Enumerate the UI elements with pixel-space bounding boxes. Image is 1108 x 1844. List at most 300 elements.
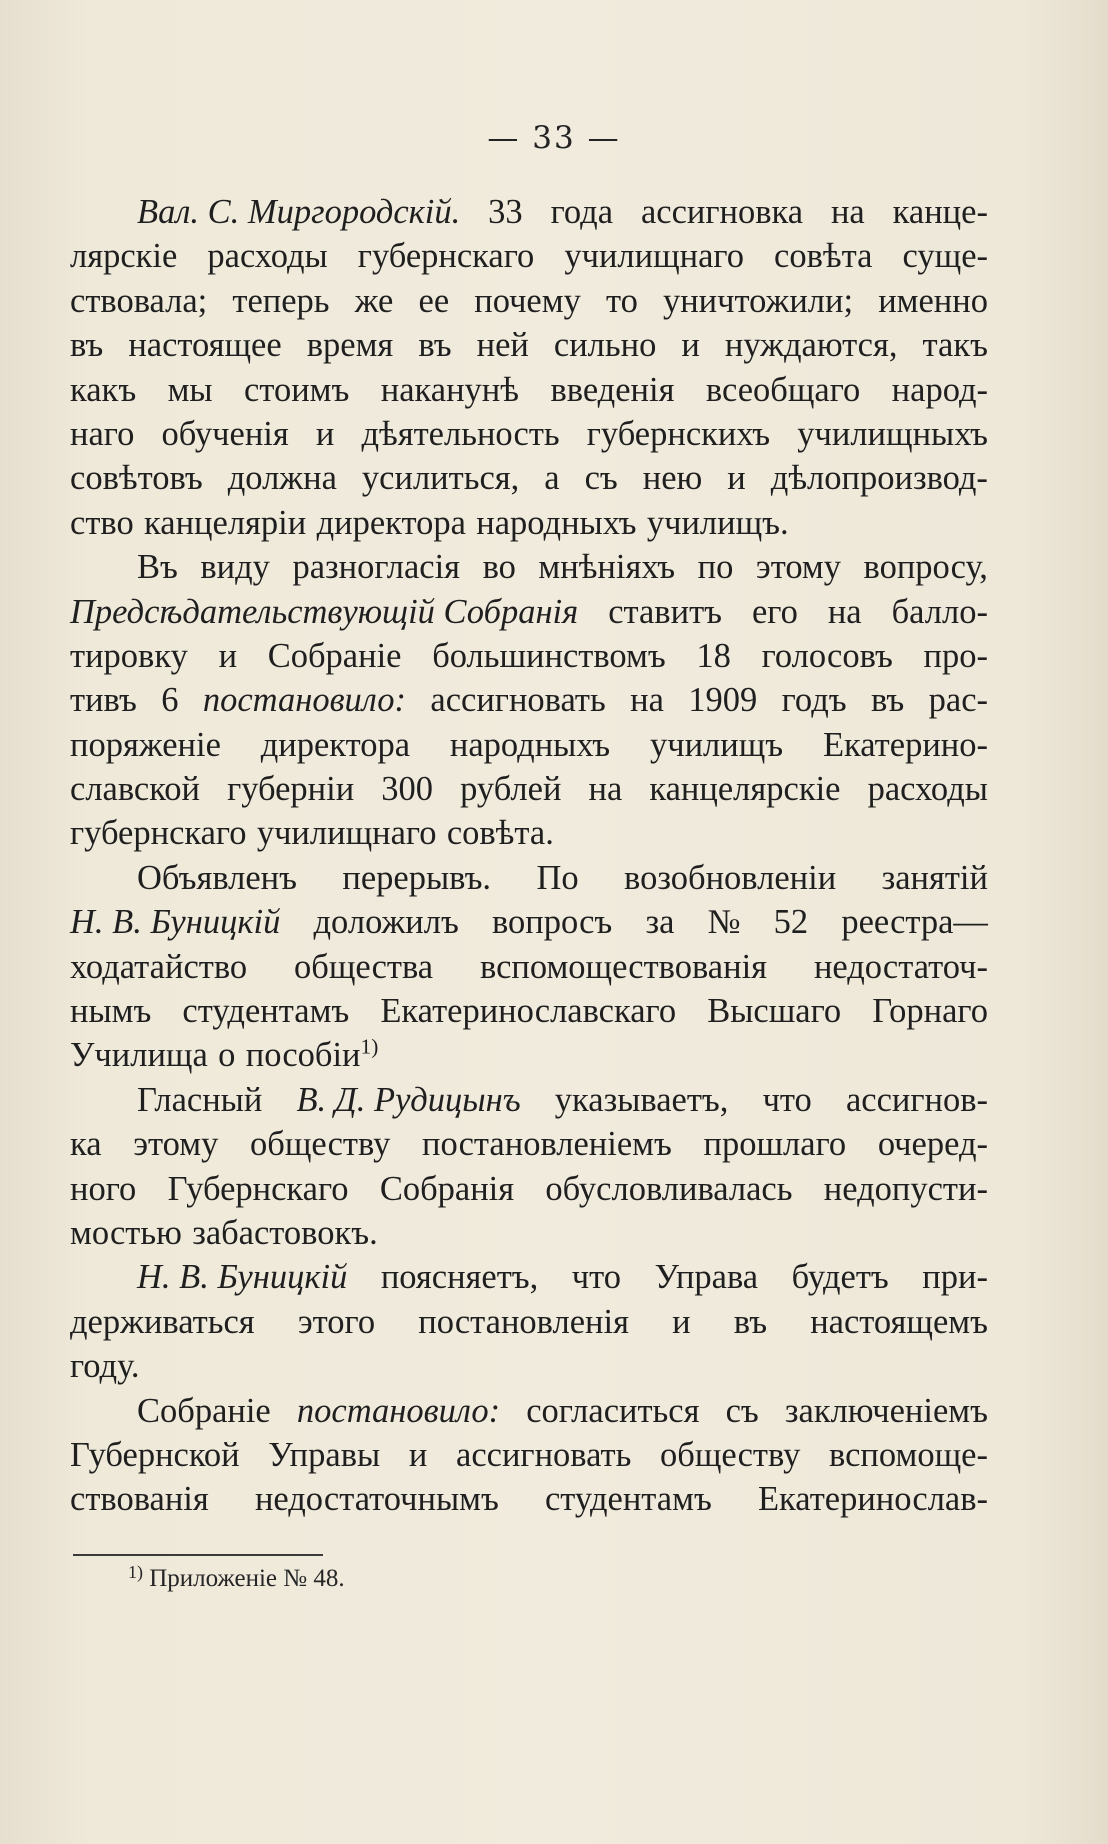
word-text: введенія: [550, 370, 675, 409]
footnote: [128, 1562, 345, 1593]
word: [647, 501, 789, 545]
word: [128, 323, 281, 367]
word: [762, 634, 893, 678]
word: [161, 412, 288, 456]
word-text: ассигновать: [456, 1435, 632, 1474]
text-line: [70, 767, 988, 811]
word: [355, 279, 394, 323]
word: [923, 323, 988, 367]
word: [477, 323, 529, 367]
word-text: ного: [70, 1169, 137, 1208]
word: [922, 1255, 988, 1299]
word: [70, 1033, 208, 1077]
word: [218, 1033, 235, 1077]
page-number: — 33 —: [487, 120, 621, 156]
word-text: недопусти-: [823, 1169, 988, 1208]
word-text: недостаточнымъ: [254, 1480, 499, 1519]
word-text: съ: [584, 459, 618, 498]
word-text: при-: [922, 1258, 988, 1297]
word: [70, 945, 247, 989]
word: [133, 1122, 218, 1166]
text-line: [70, 501, 988, 545]
word: [829, 1433, 988, 1477]
text-line: [70, 1211, 988, 1255]
word: [696, 634, 731, 678]
word: [903, 234, 988, 278]
word: [70, 279, 207, 323]
word: [70, 1122, 102, 1166]
word-text: Объявленъ: [137, 858, 297, 897]
word: [868, 767, 988, 811]
word: [681, 323, 699, 367]
word-text: въ: [418, 326, 452, 365]
word: [70, 1433, 240, 1477]
word-text: губернскаго: [357, 237, 535, 276]
word-text: на: [588, 770, 623, 809]
footnote-text: Приложеніе № 48.: [149, 1565, 345, 1593]
word: [137, 1389, 271, 1433]
word-text: губерніи: [227, 770, 355, 809]
word: [706, 368, 860, 412]
word-text: тивъ: [70, 681, 137, 720]
word: [660, 1433, 800, 1477]
word-text: голосовъ: [761, 636, 893, 675]
word: [688, 678, 757, 722]
text-line: [70, 1167, 988, 1211]
word-text: училищнаго: [256, 814, 437, 853]
word-text: обществу: [660, 1435, 801, 1474]
word: [650, 723, 783, 767]
text-line: [70, 1078, 988, 1122]
word-text: канцелярскіе: [649, 770, 841, 809]
word-text: По: [536, 858, 579, 897]
word-text: В. Д. Рудицынъ: [296, 1080, 521, 1119]
word: [381, 368, 519, 412]
word: [261, 723, 410, 767]
text-line: [70, 1477, 988, 1521]
word: [207, 234, 327, 278]
word-text: тировку: [70, 636, 188, 675]
word: [422, 1122, 672, 1166]
word: [727, 456, 745, 500]
word: [756, 545, 841, 589]
word: [643, 456, 703, 500]
word: [361, 412, 559, 456]
text-line: [70, 900, 988, 944]
word: [70, 368, 136, 412]
word-text: настоящее: [128, 326, 282, 365]
word-text: время: [306, 326, 394, 365]
word: [585, 456, 618, 500]
text-line: [70, 590, 988, 634]
word-text: ассигновать: [430, 681, 606, 720]
word: [450, 723, 610, 767]
word: [381, 1255, 538, 1299]
word: [380, 1167, 514, 1211]
word: [447, 811, 554, 855]
word: [296, 1078, 520, 1122]
word: [545, 1477, 712, 1521]
word-text: вспомоществованія: [480, 947, 768, 986]
text-line: [70, 279, 988, 323]
text-line: [70, 856, 988, 900]
word: [726, 1389, 759, 1433]
word-text: что: [762, 1080, 812, 1119]
word-text: что: [571, 1258, 622, 1297]
word-text: училищнаго: [564, 237, 744, 276]
word: [70, 412, 134, 456]
word: [70, 767, 200, 811]
text-line: [70, 634, 988, 678]
word: [70, 1300, 255, 1344]
word-text: губернскихъ: [586, 414, 771, 453]
word: [460, 767, 561, 811]
word: [246, 1033, 379, 1077]
word: [358, 234, 534, 278]
word: [797, 412, 988, 456]
word: [419, 279, 450, 323]
word-text: и: [315, 414, 335, 453]
word-text: ствованія: [70, 1480, 209, 1519]
footnote-reference: 1): [360, 1034, 379, 1059]
word: [70, 811, 246, 855]
word: [70, 234, 177, 278]
word: [785, 1389, 988, 1433]
word-text: училищныхъ: [797, 414, 988, 453]
word: [846, 1078, 988, 1122]
word-text: народ-: [891, 370, 988, 409]
word: [316, 412, 334, 456]
word: [630, 678, 664, 722]
word: [555, 1078, 729, 1122]
word: [758, 1477, 988, 1521]
word-text: во: [482, 548, 516, 587]
text-line: [70, 456, 988, 500]
word-text: Собраніе: [137, 1391, 271, 1430]
word: [168, 1167, 349, 1211]
word-text: канцеляріи: [144, 503, 307, 542]
word: [704, 1122, 847, 1166]
word: [314, 900, 459, 944]
word-text: директора: [260, 725, 411, 764]
word: [550, 368, 674, 412]
word-text: 18: [696, 636, 731, 675]
word-text: сильно: [553, 326, 657, 365]
word: [70, 678, 137, 722]
word-text: году.: [70, 1347, 140, 1386]
word: [257, 811, 437, 855]
word: [824, 1167, 988, 1211]
word: [474, 279, 581, 323]
word-text: въ: [870, 681, 905, 720]
word: [606, 279, 638, 323]
word-text: Гласный: [137, 1080, 263, 1119]
word-text: студентамъ: [544, 1480, 712, 1519]
word: [250, 1122, 390, 1166]
word: [663, 279, 853, 323]
word-text: Управы: [268, 1435, 381, 1474]
word: [70, 590, 578, 634]
word: [317, 501, 466, 545]
word-text: рублей: [460, 770, 562, 809]
word: [864, 545, 988, 589]
word-text: №: [707, 903, 741, 942]
word: [488, 190, 523, 234]
word-text: реестра—: [841, 903, 988, 942]
word-text: указываетъ,: [554, 1080, 729, 1119]
word: [294, 945, 433, 989]
word: [892, 368, 988, 412]
word-text: согласиться: [526, 1391, 700, 1430]
word-text: такъ: [922, 326, 988, 365]
word-text: этому: [133, 1125, 219, 1164]
word: [587, 412, 770, 456]
word-text: въ: [70, 326, 104, 365]
text-line: [70, 945, 988, 989]
word: [244, 368, 349, 412]
word-text: рас-: [928, 681, 988, 720]
word: [70, 989, 151, 1033]
word-text: о: [218, 1036, 236, 1075]
word: [608, 590, 722, 634]
text-line: [70, 723, 988, 767]
word: [752, 590, 798, 634]
word-text: совѣта: [774, 237, 873, 276]
word-text: этому: [755, 548, 841, 587]
word-text: всеобщаго: [705, 370, 861, 409]
word-text: директора: [316, 503, 466, 542]
word-text: стоимъ: [244, 370, 350, 409]
word: [70, 634, 188, 678]
word-text: народныхъ: [449, 725, 611, 764]
text-line: [70, 323, 988, 367]
word-text: и: [408, 1435, 428, 1474]
word-text: этого: [297, 1302, 376, 1341]
word-text: поряженіе: [70, 725, 221, 764]
word-text: ставитъ: [608, 592, 722, 631]
word-text: по: [697, 548, 734, 587]
word: [483, 545, 516, 589]
text-line: [70, 1122, 988, 1166]
word-text: Высшаго: [707, 992, 842, 1031]
word-text: на: [630, 681, 664, 720]
word-text: ее: [418, 281, 450, 320]
word-text: на: [827, 592, 862, 631]
word: [655, 1255, 759, 1299]
word-text: съ: [725, 1391, 759, 1430]
word-text: училищъ: [649, 725, 784, 764]
word-text: какъ: [70, 370, 137, 409]
word-text: Управа: [654, 1258, 759, 1297]
word-text: обществу: [250, 1125, 391, 1164]
word: [70, 501, 134, 545]
word: [70, 900, 280, 944]
word-text: общества: [294, 947, 434, 986]
word-text: почему: [474, 281, 581, 320]
word-text: ка: [70, 1125, 102, 1164]
word: [782, 678, 847, 722]
word-text: про-: [923, 636, 988, 675]
word: [268, 634, 402, 678]
word-text: мнѣніяхъ: [538, 548, 676, 587]
word: [708, 900, 741, 944]
text-line: [70, 190, 988, 234]
word-text: нуждаются,: [724, 326, 898, 365]
word-text: постановленія: [418, 1302, 629, 1341]
word-text: года: [550, 193, 614, 231]
word: [144, 501, 306, 545]
word: [545, 1167, 792, 1211]
text-line: [70, 234, 988, 278]
word-text: Н. В. Буницкій: [137, 1258, 348, 1297]
word: [589, 767, 623, 811]
word: [878, 1122, 988, 1166]
word: [255, 1477, 499, 1521]
word: [70, 323, 103, 367]
word-text: виду: [200, 548, 270, 587]
word: [456, 1433, 631, 1477]
text-line: [70, 678, 988, 722]
word-text: очеред-: [877, 1125, 988, 1164]
word: [774, 900, 809, 944]
word: [227, 767, 354, 811]
word: [536, 856, 578, 900]
word-text: Въ: [137, 548, 178, 587]
word: [929, 678, 988, 722]
word-text: губернскаго: [70, 814, 247, 853]
word-text: 33: [488, 193, 523, 231]
word: [70, 1167, 136, 1211]
footnote-divider: [73, 1554, 323, 1556]
word: [734, 1300, 767, 1344]
word-text: поясняетъ,: [380, 1258, 539, 1297]
word: [841, 900, 988, 944]
word: [268, 1433, 380, 1477]
word: [698, 545, 734, 589]
word: [823, 723, 988, 767]
word: [381, 767, 433, 811]
word-text: ассигнов-: [845, 1080, 988, 1119]
word-text: 52: [773, 903, 809, 942]
word: [418, 323, 451, 367]
word-text: совѣтовъ: [70, 459, 203, 498]
word-text: народныхъ: [476, 503, 637, 542]
word: [792, 1255, 889, 1299]
word: [219, 634, 237, 678]
word-text: наканунѣ: [380, 370, 520, 409]
word: [307, 323, 394, 367]
word: [882, 856, 988, 900]
word: [70, 723, 221, 767]
word-text: разногласія: [292, 548, 461, 587]
word-text: заключеніемъ: [784, 1391, 988, 1430]
word-text: Горнаго: [872, 992, 988, 1031]
word: [161, 678, 178, 722]
text-line: [70, 1255, 988, 1299]
text-line: [70, 545, 988, 589]
word: [526, 1389, 699, 1433]
word: [641, 190, 803, 234]
word-text: Собранія: [379, 1169, 515, 1208]
word-text: забастовокъ.: [192, 1213, 378, 1252]
word-text: наго: [70, 414, 135, 453]
text-line: [70, 811, 988, 855]
word-text: Губернской: [70, 1435, 240, 1474]
text-line: [70, 412, 988, 456]
word: [298, 1300, 375, 1344]
word: [137, 856, 297, 900]
word-text: прошлаго: [703, 1125, 847, 1164]
text-line: [70, 1344, 988, 1388]
word-text: постановило:: [296, 1391, 501, 1430]
word: [551, 190, 613, 234]
word-text: славской: [70, 770, 200, 809]
word-text: Екатеринославскаго: [380, 992, 677, 1031]
word-text: ствовала;: [70, 281, 208, 320]
word-text: мы: [167, 370, 213, 409]
word: [872, 989, 988, 1033]
word: [707, 989, 841, 1033]
word-text: мостью: [70, 1213, 182, 1252]
text-line: [70, 1433, 988, 1477]
word-text: Училища: [70, 1036, 208, 1075]
word: [649, 767, 840, 811]
word-text: большинствомъ: [432, 636, 666, 675]
word: [774, 234, 872, 278]
word: [182, 989, 349, 1033]
word-text: училищъ.: [646, 503, 789, 542]
word: [624, 856, 836, 900]
word: [771, 456, 988, 500]
word: [137, 545, 178, 589]
word-text: ходатайство: [70, 947, 248, 986]
word: [564, 234, 744, 278]
word-text: ассигновка: [640, 193, 804, 231]
word-text: настоящемъ: [810, 1302, 988, 1341]
body-text: [70, 190, 988, 1522]
word-text: вопросу,: [863, 548, 988, 587]
word: [228, 456, 337, 500]
word-text: то: [605, 281, 638, 320]
text-line: [70, 368, 988, 412]
word-text: дѣлопроизвод-: [770, 459, 988, 498]
word-text: и: [727, 459, 746, 498]
word-text: перерывъ.: [342, 858, 492, 897]
word-text: 6: [161, 681, 179, 720]
footnote-mark: 1): [128, 1562, 143, 1582]
word-text: же: [354, 281, 394, 320]
word: [725, 323, 898, 367]
word: [810, 1300, 988, 1344]
word: [70, 456, 203, 500]
word-text: за: [645, 903, 675, 942]
word: [232, 279, 329, 323]
text-line: [70, 1300, 988, 1344]
word: [893, 190, 988, 234]
word-text: Вал. С. Миргородскій.: [137, 193, 461, 231]
word-text: постановило:: [202, 681, 407, 720]
word-text: и: [218, 636, 238, 675]
word-text: суще-: [902, 237, 988, 276]
word: [828, 590, 862, 634]
word-text: именно: [878, 281, 988, 320]
word-text: уничтожили;: [662, 281, 854, 320]
word: [924, 634, 988, 678]
word-text: Екатерино-: [822, 725, 988, 764]
word-text: нею: [642, 459, 703, 498]
word: [572, 1255, 621, 1299]
word-text: 300: [381, 770, 434, 809]
